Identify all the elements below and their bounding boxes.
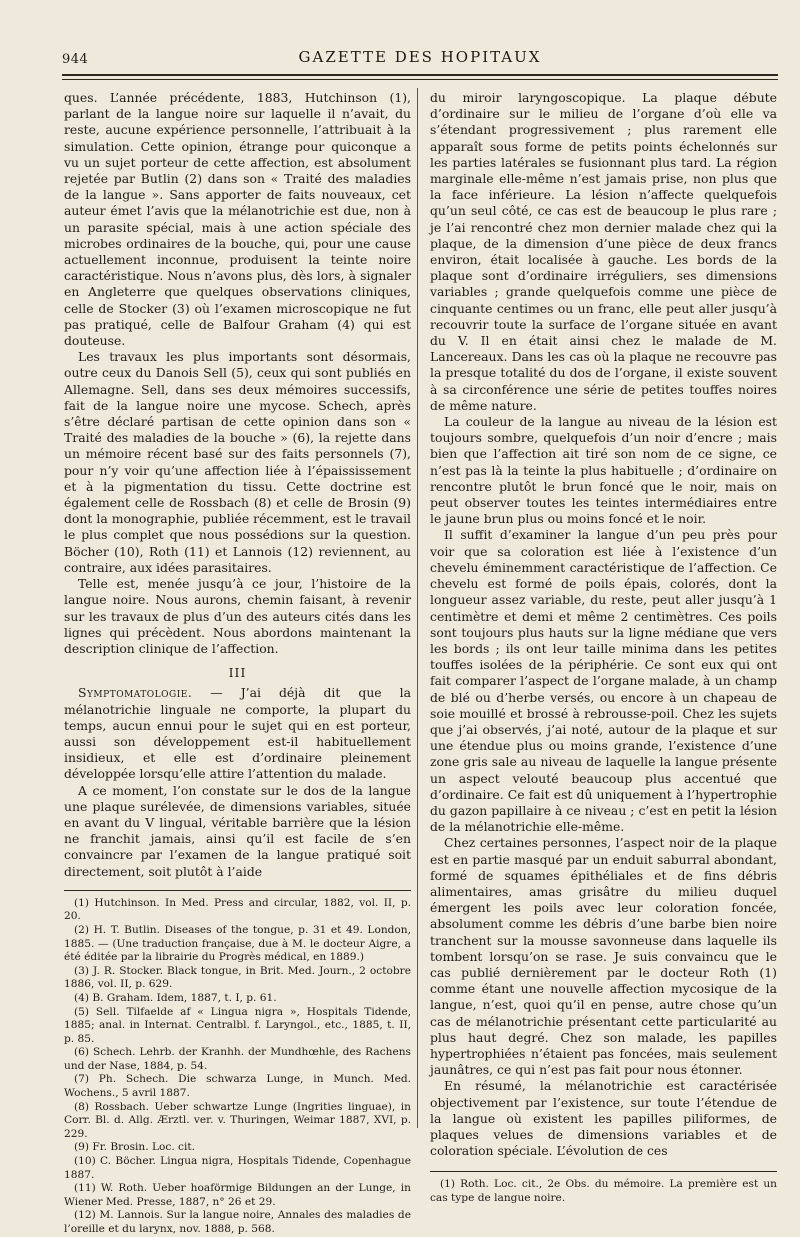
- journal-title: GAZETTE DES HOPITAUX: [298, 48, 542, 66]
- paragraph: Chez certaines personnes, l’aspect noir de la plaque est en partie masqué par un enduit saburral abondant, formé de squames épithéliales et de fins débris alimentaires, amas grisâtre du milieu duquel émergent les poils avec leur coloration foncée, absolument comme les débris d’une barbe bien noire tranchent sur la mousse savonneuse dans laquelle ils tombent lorsqu’on se rase. Je suis convaincu que le cas publié dernièrement par le docteur Roth (1) comme étant une nouvelle affection mycosique de la langue, n’est, quoi qu’il en pense, autre chose qu’un cas de mélanotrichie présentant cette particularité au plus haut degré. Chez son malade, les papilles hypertrophiées n’étaient pas foncées, mais seulement jaunâtres, ce qui n’est pas fait pour nous étonner.: [430, 835, 777, 1078]
- column-divider: [417, 88, 418, 1128]
- left-column: [64, 90, 411, 1237]
- paragraph: A ce moment, l’on constate sur le dos de la langue une plaque surélevée, de dimensions variables, située en avant du V lingual, véritable barrière que la lésion ne franchit jamais, ainsi qu’il est facile de s’en convaincre par l’examen de la langue pratiqué soit directement, soit plutôt à l’aide: [64, 782, 411, 879]
- footnote-rule: [430, 1171, 777, 1172]
- footnote: (9) Fr. Brosin. Loc. cit.: [74, 1141, 195, 1154]
- right-column: [430, 90, 777, 1206]
- footnote: (6) Schech. Lehrb. der Kranhh. der Mundhœhle, des Rachens und der Nase, 1884, p. 54.: [64, 1046, 411, 1072]
- header-rule-thick: [62, 74, 778, 76]
- section-lead: Symptomatologie.: [78, 685, 193, 701]
- footnotes: [64, 897, 411, 1237]
- footnote: (5) Sell. Tilfaelde af « Lingua nigra », Hospitals Tidende, 1885; anal. in Internat. Centralbl. f. Laryngol., etc., 1885, t. II, p. 85.: [64, 1005, 411, 1045]
- paragraph-text: — J’ai déjà dit que la mélanotrichie linguale ne comporte, la plupart du temps, aucun ennui pour le sujet qui en est porteur, aussi son développement est-il habituellement insidieux, et elle est d’ordinaire pleinement développée lorsqu’elle attire l’attention du malade.: [64, 685, 411, 782]
- section-number: III: [228, 665, 247, 681]
- footnotes: [430, 1178, 777, 1205]
- paragraph-symptomatologie: [64, 685, 411, 782]
- footnote: (4) B. Graham. Idem, 1887, t. I, p. 61.: [74, 991, 277, 1004]
- paragraph: Les travaux les plus importants sont désormais, outre ceux du Danois Sell (5), ceux qui sont publiés en Allemagne. Sell, dans ses deux mémoires successifs, fait de la langue noire une mycose. Schech, après s’être déclaré partisan de cette opinion dans son « Traité des maladies de la bouche » (6), la rejette dans un mémoire récent basé sur des faits personnels (7), pour n’y voir qu’une affection liée à l’épaississement et à la pigmentation du tissu. Cette doctrine est également celle de Rossbach (8) et celle de Brosin (9) dont la monographie, publiée récemment, est le travail le plus complet que nous possédions sur la question. Böcher (10), Roth (11) et Lannois (12) reviennent, au contraire, aux idées parasitaires.: [64, 349, 411, 575]
- paragraph: La couleur de la langue au niveau de la lésion est toujours sombre, quelquefois d’un noir d’encre ; mais bien que l’affection ait tiré son nom de ce signe, ce n’est pas là la teinte la plus habituelle ; d’ordinaire on rencontre plutôt le brun foncé que le noir, mais on peut observer toutes les teintes intermédiaires entre le jaune brun plus ou moins foncé et le noir.: [430, 414, 777, 527]
- paragraph: du miroir laryngoscopique. La plaque débute d’ordinaire sur le milieu de l’organe d’où elle va s’étendant progressivement ; plus rarement elle apparaît sous forme de petits points échelonnés sur les parties latérales se fusionnant plus tard. La région marginale elle-même n’est jamais prise, non plus que la face inférieure. La lésion n’affecte quelquefois qu’un seul côté, ce cas est de beaucoup le plus rare ; je l’ai rencontré chez mon dernier malade chez qui la plaque, de la dimension d’une pièce de deux francs environ, était localisée à gauche. Les bords de la plaque sont d’ordinaire irréguliers, ses dimensions variables ; grande quelquefois comme une pièce de cinquante centimes ou un franc, elle peut aller jusqu’à recouvrir toute la surface de l’organe située en avant du V. Il en était ainsi chez le malade de M. Lancereaux. Dans les cas où la plaque ne recouvre pas la presque totalité du dos de l’organe, il existe souvent à sa circonférence une série de petites touffes noires de même nature.: [430, 90, 777, 413]
- footnote: (1) Roth. Loc. cit., 2e Obs. du mémoire. La première est un cas type de langue noire.: [430, 1178, 777, 1204]
- footnote: (3) J. R. Stocker. Black tongue, in Brit. Med. Journ., 2 octobre 1886, vol. II, p. 629.: [64, 964, 411, 991]
- footnote-rule: [64, 890, 411, 891]
- paragraph: Il suffit d’examiner la langue d’un peu près pour voir que sa coloration est liée à l’existence d’un chevelu éminemment caractéristique de l’affection. Ce chevelu est formé de poils épais, colorés, dont la longueur assez variable, du reste, peut aller jusqu’à 1 centimètre et demi et même 2 centimètres. Ces poils sont toujours plus hauts sur la ligne médiane que vers les bords ; ils ont leur taille minima dans les petites touffes isolées de la périphérie. Ce sont eux qui ont fait comparer l’aspect de l’organe malade, à un champ de blé ou d’herbe versés, ou encore à un chapeau de soie mouillé et brossé à rebrousse-poil. Chez les sujets que j’ai observés, j’ai noté, autour de la plaque et sur une étendue plus ou moins grande, l’existence d’une zone gris sale au niveau de laquelle la langue présente un aspect velouté beaucoup plus accentué que d’ordinaire. Ce fait est dû uniquement à l’hypertrophie du gazon papillaire à ce niveau ; c’est en petit la lésion de la mélanotrichie elle-même.: [430, 527, 777, 835]
- footnote: (12) M. Lannois. Sur la langue noire, Annales des maladies de l’oreille et du larynx, nov. 1888, p. 568.: [64, 1209, 411, 1235]
- footnote: (7) Ph. Schech. Die schwarza Lunge, in Munch. Med. Wochens., 5 avril 1887.: [64, 1073, 411, 1100]
- paragraph: Telle est, menée jusqu’à ce jour, l’histoire de la langue noire. Nous aurons, chemin faisant, à revenir sur les travaux de plus d’un des auteurs cités dans les lignes qui précèdent. Nous abordons maintenant la description clinique de l’affection.: [64, 576, 411, 656]
- footnote: (2) H. T. Butlin. Diseases of the tongue, p. 31 et 49. London, 1885. — (Une traduction française, due à M. le docteur Aigre, a été éditée par la librairie du Progrès médical, en 1889.): [64, 923, 411, 964]
- header-rule-thin: [62, 79, 778, 80]
- footnote: (1) Hutchinson. In Med. Press and circular, 1882, vol. II, p. 20.: [64, 896, 411, 923]
- footnote: (8) Rossbach. Ueber schwartze Lunge (Ingrities linguae), in Corr. Bl. d. Allg. Ærztl. ver. v. Thuringen, Weimar 1887, XVI, p. 229.: [64, 1100, 411, 1140]
- running-head: [62, 48, 778, 70]
- page-number: 944: [62, 52, 89, 67]
- paragraph: ques. L’année précédente, 1883, Hutchinson (1), parlant de la langue noire sur laquelle il n’avait, du reste, aucune expérience personnelle, l’attribuait à la simulation. Cette opinion, étrange pour quiconque a vu un sujet porteur de cette affection, est absolument rejetée par Butlin (2) dans son « Traité des maladies de la langue ». Sans apporter de faits nouveaux, cet auteur émet l’avis que la mélanotrichie est due, non à un parasite spécial, mais à une action spéciale des microbes ordinaires de la bouche, qui, pour une cause actuellement inconnue, produisent la teinte noire caractéristique. Nous n’avons plus, dès lors, à signaler en Angleterre que quelques observations cliniques, celle de Stocker (3) où l’examen microscopique ne fut pas pratiqué, celle de Balfour Graham (4) qui est douteuse.: [64, 90, 411, 349]
- footnote: (11) W. Roth. Ueber hoaförmige Bildungen an der Lunge, in Wiener Med. Presse, 1887, n° 26 et 29.: [64, 1182, 411, 1208]
- paragraph: En résumé, la mélanotrichie est caractérisée objectivement par l’existence, sur toute l’étendue de la langue où existent les papilles piliformes, de plaques velues de dimensions variables et de coloration spéciale. L’évolution de ces: [430, 1078, 777, 1159]
- footnote: (10) C. Böcher. Lingua nigra, Hospitals Tidende, Copenhague 1887.: [64, 1155, 411, 1181]
